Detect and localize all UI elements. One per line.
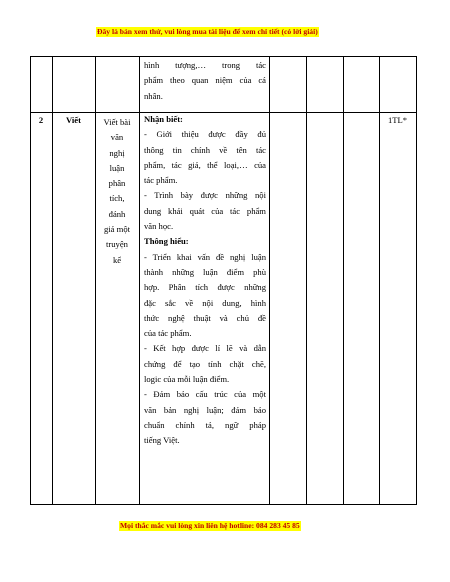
- text-line: đánh: [108, 208, 126, 219]
- text-line: tiếng Việt.: [144, 435, 180, 446]
- text-line: chuẩn chính tả, ngữ pháp: [144, 419, 266, 430]
- requirements-content: [144, 112, 266, 449]
- text-line: văn bản nghị luận; đảm bảo: [144, 404, 266, 415]
- text-line: - Triển khai vấn đề nghị luận: [144, 251, 266, 262]
- prev-row-content: [144, 58, 266, 104]
- unit-content: [95, 115, 139, 268]
- text-line: luận: [109, 162, 125, 173]
- text-line: nhân.: [144, 90, 163, 101]
- table-border-right: [416, 56, 417, 505]
- heading-thong-hieu: Thông hiểu:: [144, 236, 189, 247]
- text-line: - Trình bày được những nội: [144, 190, 266, 201]
- text-line: tác phẩm.: [144, 175, 178, 186]
- text-line: đặc sắc về nội dung, hình: [144, 297, 266, 308]
- question-total: 1TL*: [387, 115, 408, 125]
- text-line: - Đảm bảo cấu trúc của một: [144, 389, 266, 400]
- text-line: Viết bài: [103, 117, 131, 127]
- row-number: 2: [38, 115, 44, 125]
- text-line: phẩm theo quan niệm của cá: [144, 75, 266, 86]
- hotline-banner: Mọi thắc mắc vui lòng xin liên hệ hotline: 084 283 45 85: [120, 521, 300, 530]
- text-line: thức nghệ thuật và chủ đề: [144, 312, 266, 323]
- text-line: tích,: [109, 193, 125, 204]
- skill-label: Viết: [66, 115, 81, 125]
- text-line: chứng để tạo tính chặt chẽ,: [144, 358, 266, 369]
- col-divider: [343, 56, 344, 505]
- col-divider: [306, 56, 307, 505]
- table-border-top: [30, 56, 416, 57]
- text-line: hình tượng,… trong tác: [144, 60, 266, 70]
- col-divider: [269, 56, 270, 505]
- text-line: dung khái quát của tác phẩm: [144, 205, 266, 216]
- text-line: giá một: [103, 224, 131, 235]
- text-line: nghị: [109, 147, 125, 158]
- text-line: kể: [112, 254, 122, 265]
- text-line: phẩm, tác giả, thể loại,… của: [144, 159, 266, 170]
- text-line: truyện: [106, 239, 128, 250]
- text-line: - Kết hợp được lí lẽ và dẫn: [144, 343, 266, 354]
- text-line: văn học.: [144, 221, 174, 232]
- col-divider: [139, 56, 140, 505]
- text-line: thông tin chính về tên tác: [144, 144, 266, 155]
- text-line: logic của mỗi luận điểm.: [144, 374, 230, 385]
- text-line: văn: [110, 132, 124, 143]
- heading-nhan-biet: Nhận biết:: [144, 114, 183, 124]
- text-line: hợp. Phân tích được những: [144, 282, 266, 293]
- text-line: phân: [108, 178, 126, 189]
- text-line: của tác phẩm.: [144, 328, 192, 339]
- text-line: thành những luận điểm phù: [144, 266, 266, 277]
- table-border-bottom: [30, 504, 416, 505]
- text-line: - Giới thiệu được đầy đủ: [144, 129, 266, 140]
- preview-notice-banner: Đây là bản xem thử, vui lòng mua tài liệu để xem chi tiết (có lời giải): [97, 27, 318, 36]
